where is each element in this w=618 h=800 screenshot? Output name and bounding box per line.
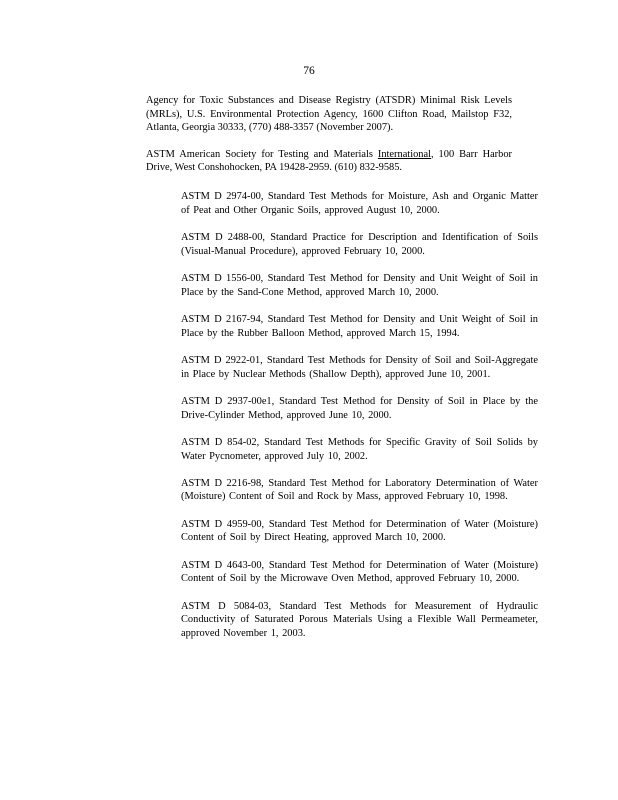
- standard-entry: ASTM D 4959-00, Standard Test Method for Determination of Water (Moisture) Content of Soil by Direct Heating, approved March 10, 2000.: [181, 518, 538, 544]
- reference-list: [146, 94, 512, 188]
- astm-address-text: , 100 Barr Harbor Drive, West Conshohocken, PA 19428-2959. (610) 832-9585.: [146, 148, 512, 174]
- standard-entry: ASTM D 2167-94, Standard Test Method for Density and Unit Weight of Soil in Place by the Rubber Balloon Method, approved March 15, 1994.: [181, 313, 538, 339]
- standard-entry: ASTM D 2937-00e1, Standard Test Method for Density of Soil in Place by the Drive-Cylinder Method, approved June 10, 2000.: [181, 395, 538, 421]
- reference-entry-atsdr: Agency for Toxic Substances and Disease Registry (ATSDR) Minimal Risk Levels (MRLs), U.S. Environmental Protection Agency, 1600 Clifton Road, Mailstop F32, Atlanta, Georgia 30333, (770) 488-3357 (November 2007).: [146, 95, 512, 134]
- standard-entry: ASTM D 2488-00, Standard Practice for Description and Identification of Soils (Visual-Manual Procedure), approved February 10, 2000.: [181, 231, 538, 257]
- reference-entry-astm: [146, 148, 512, 175]
- standard-entry: ASTM D 2922-01, Standard Test Methods for Density of Soil and Soil-Aggregate in Place by Nuclear Methods (Shallow Depth), approved June 10, 2001.: [181, 354, 538, 380]
- standard-entry: ASTM D 5084-03, Standard Test Methods for Measurement of Hydraulic Conductivity of Saturated Porous Materials Using a Flexible Wall Permeameter, approved November 1, 2003.: [181, 600, 538, 640]
- astm-organization-text: ASTM American Society for Testing and Materials: [146, 148, 378, 160]
- page-number: 76: [303, 65, 315, 77]
- astm-standards-list: [181, 190, 538, 654]
- standard-entry: ASTM D 854-02, Standard Test Methods for Specific Gravity of Soil Solids by Water Pycnometer, approved July 10, 2002.: [181, 436, 538, 462]
- standard-entry: ASTM D 1556-00, Standard Test Method for Density and Unit Weight of Soil in Place by the Sand-Cone Method, approved March 10, 2000.: [181, 272, 538, 298]
- standard-entry: ASTM D 2974-00, Standard Test Methods for Moisture, Ash and Organic Matter of Peat and Other Organic Soils, approved August 10, 2000.: [181, 191, 538, 216]
- astm-international-underlined: International: [377, 148, 431, 160]
- standard-entry: ASTM D 2216-98, Standard Test Method for Laboratory Determination of Water (Moisture) Content of Soil and Rock by Mass, approved February 10, 1998.: [181, 477, 538, 503]
- standard-entry: ASTM D 4643-00, Standard Test Method for Determination of Water (Moisture) Content of Soil by the Microwave Oven Method, approved February 10, 2000.: [181, 559, 538, 585]
